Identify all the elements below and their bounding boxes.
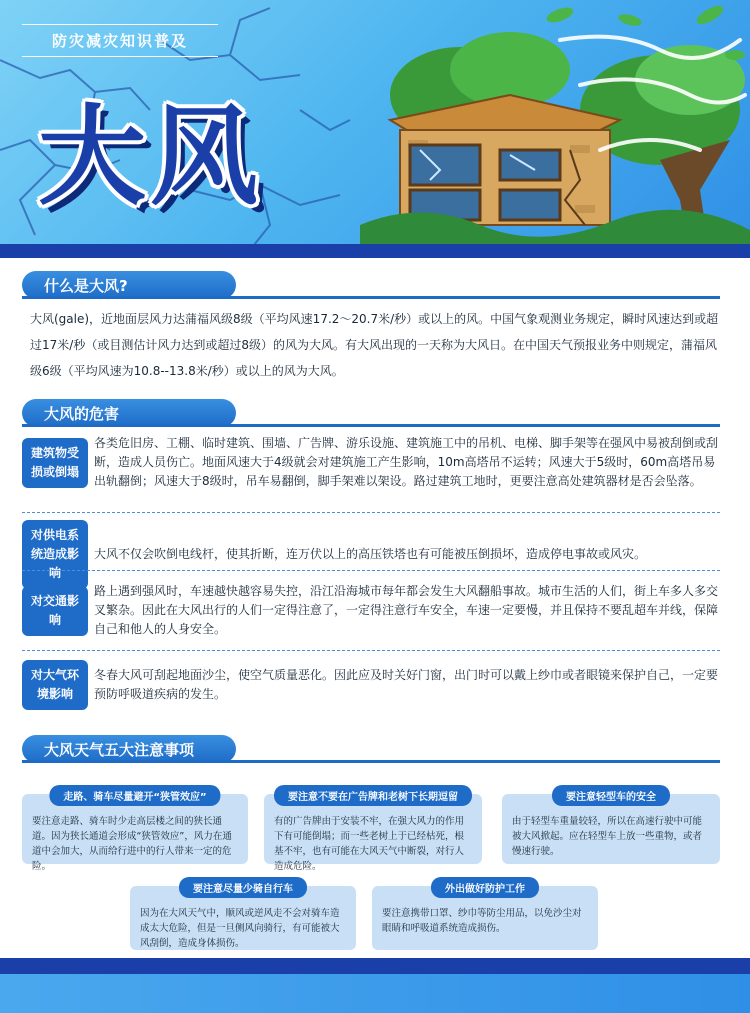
section-underline [22, 760, 720, 763]
page-title: 大风 [38, 95, 263, 220]
tip-text: 要注意携带口罩、纱巾等防尘用品，以免沙尘对眼睛和呼吸道系统造成损伤。 [382, 908, 582, 934]
dashed-divider [22, 512, 720, 513]
footer-band [0, 958, 750, 974]
tip-title: 外出做好防护工作 [431, 877, 539, 898]
hazard-text: 大风不仅会吹倒电线杆，使其折断，连万伏以上的高压铁塔也有可能被压倒损坏，造成停电事故或风灾。 [94, 547, 647, 561]
tip-text: 因为在大风天气中，顺风或逆风走不会对骑车造成太大危险，但是一旦侧风向骑行，有可能被大风刮倒，造成身体损伤。 [140, 908, 340, 949]
gale-definition-text: 大风(gale)，近地面层风力达蒲福风级8级（平均风速17.2～20.7米/秒）或以上的风。中国气象观测业务规定，瞬时风速达到或超过17米/秒（或目测估计风力达到或超过8级）的风为大风。有大风出现的一天称为大风日。在中国天气预报业务中则规定，蒲福风级6级（平均风速为10.8--13.8米/秒）或以上的风为大风。 [30, 312, 719, 378]
section-title: 大风天气五大注意事项 [22, 735, 236, 763]
tip-text: 由于轻型车重量较轻，所以在高速行驶中可能被大风掀起。应在轻型车上放一些重物，或者慢速行驶。 [512, 816, 703, 857]
hazard-tag: 对大气环境影响 [22, 660, 88, 710]
section-title: 大风的危害 [22, 399, 236, 427]
dashed-divider [22, 650, 720, 651]
hazard-tag: 建筑物受损或倒塌 [22, 438, 88, 488]
kicker-label: 防灾减灾知识普及 [22, 24, 218, 57]
hazard-tag: 对交通影响 [22, 586, 88, 636]
section-underline [22, 296, 720, 299]
footer-band-light [0, 974, 750, 1013]
main-content [0, 258, 750, 958]
tip-text: 要注意走路、骑车时少走高层楼之间的狭长通道。因为狭长通道会形成“狭管效应”，风力在通道中会加大，从而给行进中的行人带来一定的危险。 [32, 816, 232, 872]
dashed-divider [22, 570, 720, 571]
hazard-text: 路上遇到强风时，车速越快越容易失控，沿江沿海城市每年都会发生大风翻船事故。城市生活的人们，街上车多人多交叉繁杂。因此在大风出行的人们一定得注意了，一定得注意行车安全，车速一定要慢，并且保持不要乱超车并线，保障自己和他人的人身安全。 [94, 584, 719, 636]
hazard-item-buildings [22, 434, 720, 491]
tip-card [130, 886, 356, 950]
tip-card [502, 794, 720, 864]
hazard-item-traffic [22, 582, 720, 639]
section-title: 什么是大风? [22, 271, 236, 299]
tip-title: 要注意不要在广告牌和老树下长期逗留 [274, 785, 472, 806]
tip-text: 有的广告牌由于安装不牢，在强大风力的作用下有可能倒塌；而一些老树上于已经枯死，根基不牢，也有可能在大风天气中断裂，对行人造成危险。 [274, 816, 465, 872]
hazard-tag: 对供电系统造成影响 [22, 520, 88, 589]
tip-title: 走路、骑车尽量避开“狭管效应” [49, 785, 220, 806]
header-divider-band [0, 244, 750, 258]
hazard-text: 各类危旧房、工棚、临时建筑、围墙、广告牌、游乐设施、建筑施工中的吊机、电梯、脚手架等在强风中易被刮倒或刮断，造成人员伤亡。地面风速大于4级就会对建筑施工产生影响，10m高塔吊不运转；风速大于5级时，60m高塔吊易出轨翻倒；风速大于8级时，吊车易翻倒，脚手架难以架设。路过建筑工地时，更要注意高处建筑器材是否会坠落。 [94, 436, 719, 488]
tip-card [22, 792, 248, 872]
storm-house-illustration [360, 0, 750, 258]
hazard-item-atmosphere [22, 660, 720, 710]
hazard-text: 冬春大风可刮起地面沙尘，使空气质量恶化。因此应及时关好门窗，出门时可以戴上纱巾或者眼镜来保护自己，一定要预防呼吸道疾病的发生。 [94, 668, 719, 701]
section-underline [22, 424, 720, 427]
tip-title: 要注意尽量少骑自行车 [179, 877, 307, 898]
tip-card [372, 886, 598, 950]
header-banner [0, 0, 750, 258]
tip-title: 要注意轻型车的安全 [552, 785, 670, 806]
tip-card [264, 792, 482, 872]
hazard-item-power [22, 520, 720, 589]
